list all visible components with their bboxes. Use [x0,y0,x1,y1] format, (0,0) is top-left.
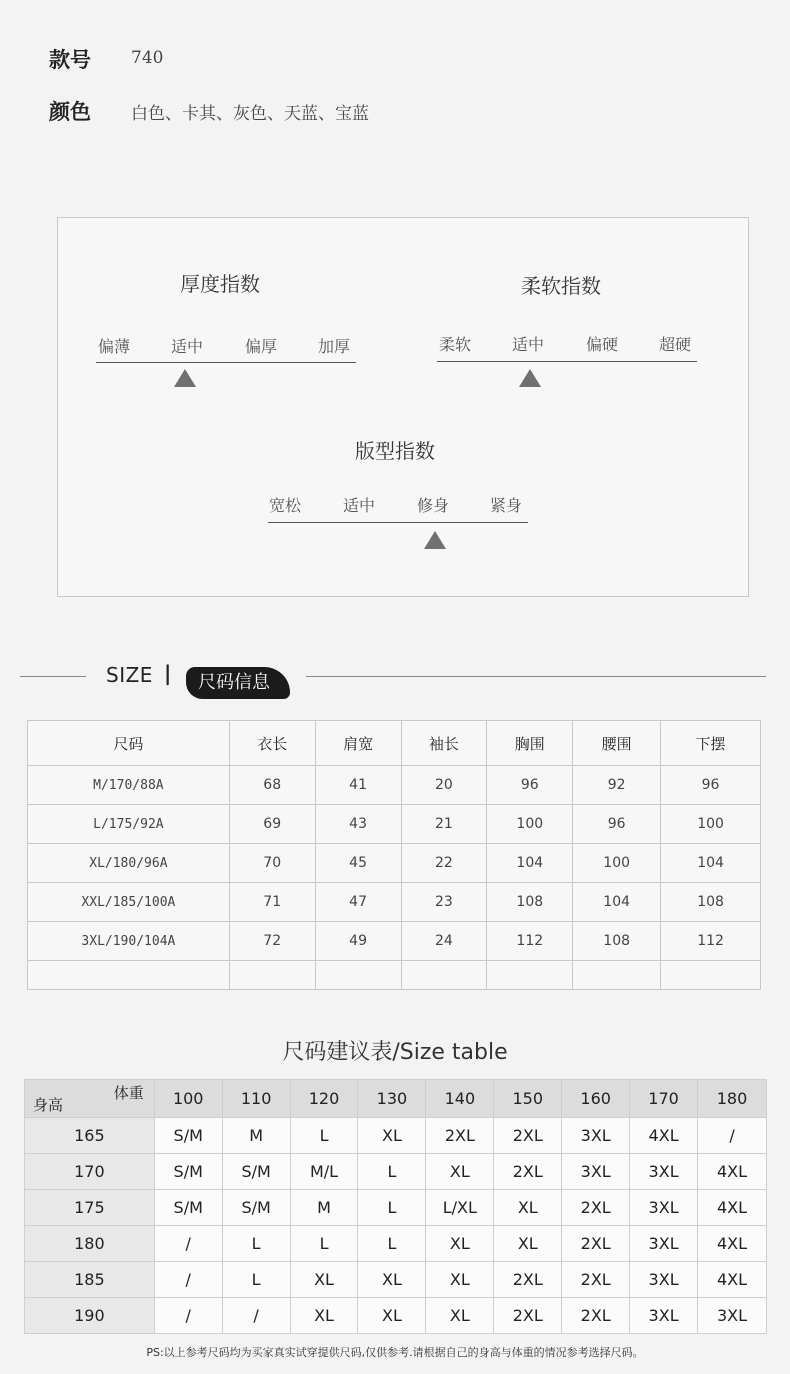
weight-cell: 130 [358,1080,426,1118]
size-cell: 2XL [562,1226,630,1262]
softness-index-title: 柔软指数 [521,274,601,298]
table-cell: 21 [401,805,487,844]
size-cell: S/M [154,1118,222,1154]
size-recommendation-table [24,1079,767,1334]
weight-cell: 100 [154,1080,222,1118]
table-row [28,961,761,990]
size-cell: L/XL [426,1190,494,1226]
fit-option: 宽松 [269,496,302,515]
footnote: PS:以上参考尺码均为买家真实试穿提供尺码,仅供参考.请根据自己的身高与体重的情况参考选择尺码。 [146,1346,644,1359]
corner-cell [25,1080,155,1118]
weight-cell: 120 [290,1080,358,1118]
weight-cell: 150 [494,1080,562,1118]
height-axis-label: 身高 [33,1096,64,1114]
thickness-index-title: 厚度指数 [180,272,260,296]
size-cell: XL [494,1190,562,1226]
header-cell: 下摆 [661,721,761,766]
table-cell: 104 [487,844,573,883]
fit-option: 修身 [417,496,450,515]
size-cell: 2XL [494,1262,562,1298]
size-cell: L [290,1118,358,1154]
table-cell: 104 [573,883,661,922]
table-cell: 45 [315,844,401,883]
table-row [28,922,761,961]
thickness-option: 加厚 [318,337,351,356]
table-row [25,1226,767,1262]
size-cell: XL [426,1154,494,1190]
size-cell: XL [426,1226,494,1262]
size-cell: S/M [222,1190,290,1226]
size-cell: / [154,1226,222,1262]
size-cell: 3XL [630,1262,698,1298]
size-heading: SIZE [106,663,153,687]
table-cell: 108 [573,922,661,961]
table-cell: 43 [315,805,401,844]
softness-marker-icon [519,369,541,387]
size-cell: / [154,1298,222,1334]
table-cell [487,961,573,990]
thickness-option: 适中 [171,337,204,356]
table-cell [573,961,661,990]
header-cell: 胸围 [487,721,573,766]
header-cell: 衣长 [229,721,315,766]
table-cell: 96 [573,805,661,844]
thickness-marker-icon [174,369,196,387]
table-row [28,805,761,844]
size-cell: L [358,1226,426,1262]
table-cell: 69 [229,805,315,844]
table-cell [28,961,230,990]
height-cell: 165 [25,1118,155,1154]
table-cell: 92 [573,766,661,805]
fit-index-title: 版型指数 [355,439,435,463]
table-cell: 49 [315,922,401,961]
size-cell: 3XL [698,1298,767,1334]
table-cell: 108 [661,883,761,922]
size-cell: / [222,1298,290,1334]
size-cell: 4XL [630,1118,698,1154]
table-row [25,1298,767,1334]
size-cell: L [290,1226,358,1262]
softness-option: 偏硬 [586,335,619,354]
size-cell: 3XL [630,1298,698,1334]
table-cell: 96 [487,766,573,805]
height-cell: 175 [25,1190,155,1226]
table-cell: 71 [229,883,315,922]
table-cell: 108 [487,883,573,922]
size-cell: L [358,1190,426,1226]
table-cell [661,961,761,990]
table-cell: M/170/88A [28,766,230,805]
fit-scale-line [268,522,528,523]
softness-option: 柔软 [439,335,472,354]
table-row [25,1262,767,1298]
table-cell: 68 [229,766,315,805]
table-cell: 112 [487,922,573,961]
size-cell: 2XL [562,1190,630,1226]
size-cell: 2XL [562,1298,630,1334]
size-cell: S/M [154,1154,222,1190]
table-row [25,1154,767,1190]
thickness-option: 偏厚 [245,337,278,356]
fabric-index-panel [57,217,749,597]
size-cell: 4XL [698,1226,767,1262]
size-cell: 4XL [698,1154,767,1190]
table-cell: 47 [315,883,401,922]
size-cell: L [358,1154,426,1190]
size-info-badge: 尺码信息 [186,667,290,699]
size-cell: XL [358,1262,426,1298]
size-cell: XL [494,1226,562,1262]
size-cell: XL [290,1262,358,1298]
weight-cell: 180 [698,1080,767,1118]
size-cell: M [222,1118,290,1154]
size-cell: S/M [222,1154,290,1190]
color-value: 白色、卡其、灰色、天蓝、宝蓝 [131,104,369,124]
height-cell: 190 [25,1298,155,1334]
table-cell: 100 [487,805,573,844]
fit-option: 紧身 [490,496,523,515]
size-cell: 4XL [698,1262,767,1298]
style-number-value: 740 [131,48,164,68]
height-cell: 185 [25,1262,155,1298]
table-row [25,1190,767,1226]
size-cell: 2XL [426,1118,494,1154]
table-cell: XXL/185/100A [28,883,230,922]
size-cell: / [154,1262,222,1298]
table-cell: 100 [573,844,661,883]
table-cell: 112 [661,922,761,961]
size-cell: XL [358,1298,426,1334]
table-cell: XL/180/96A [28,844,230,883]
table-cell: 41 [315,766,401,805]
size-cell: L [222,1262,290,1298]
table-cell: 22 [401,844,487,883]
size-cell: M/L [290,1154,358,1190]
height-cell: 180 [25,1226,155,1262]
weight-cell: 140 [426,1080,494,1118]
height-cell: 170 [25,1154,155,1190]
size-cell: 2XL [494,1298,562,1334]
thickness-option: 偏薄 [98,337,131,356]
header-cell: 腰围 [573,721,661,766]
weight-cell: 160 [562,1080,630,1118]
size-cell: 2XL [562,1262,630,1298]
size-table-title: 尺码建议表/Size table [282,1040,508,1065]
size-cell: XL [358,1118,426,1154]
table-cell [315,961,401,990]
table-header-row [28,721,761,766]
table-cell: 23 [401,883,487,922]
weight-axis-label: 体重 [113,1084,144,1102]
weight-cell: 110 [222,1080,290,1118]
table-cell: 104 [661,844,761,883]
size-cell: 3XL [562,1118,630,1154]
size-cell: L [222,1226,290,1262]
size-cell: 2XL [494,1118,562,1154]
table-row [28,766,761,805]
table-row [28,883,761,922]
table-cell [229,961,315,990]
size-divider-left [20,676,86,677]
weight-header-row [25,1080,767,1118]
table-cell: 24 [401,922,487,961]
table-cell [401,961,487,990]
size-divider-right [306,676,766,677]
size-cell: 4XL [698,1190,767,1226]
style-number-label: 款号 [49,48,91,72]
size-info-table [27,720,761,990]
table-cell: 100 [661,805,761,844]
size-cell: M [290,1190,358,1226]
table-row [28,844,761,883]
fit-option: 适中 [343,496,376,515]
size-cell: / [698,1118,767,1154]
table-cell: 3XL/190/104A [28,922,230,961]
size-cell: 3XL [562,1154,630,1190]
size-cell: XL [290,1298,358,1334]
size-cell: 3XL [630,1190,698,1226]
table-cell: 96 [661,766,761,805]
size-cell: XL [426,1298,494,1334]
weight-cell: 170 [630,1080,698,1118]
softness-option: 超硬 [659,335,692,354]
header-cell: 尺码 [28,721,230,766]
size-heading-divider: | [164,661,172,685]
table-cell: 70 [229,844,315,883]
table-cell: 20 [401,766,487,805]
table-cell: L/175/92A [28,805,230,844]
header-cell: 肩宽 [315,721,401,766]
size-cell: 2XL [494,1154,562,1190]
size-cell: 3XL [630,1226,698,1262]
header-cell: 袖长 [401,721,487,766]
table-cell: 72 [229,922,315,961]
fit-marker-icon [424,531,446,549]
color-label: 颜色 [49,100,91,124]
size-cell: S/M [154,1190,222,1226]
thickness-scale-line [96,362,356,363]
softness-option: 适中 [512,335,545,354]
size-cell: 3XL [630,1154,698,1190]
table-row [25,1118,767,1154]
softness-scale-line [437,361,697,362]
size-cell: XL [426,1262,494,1298]
